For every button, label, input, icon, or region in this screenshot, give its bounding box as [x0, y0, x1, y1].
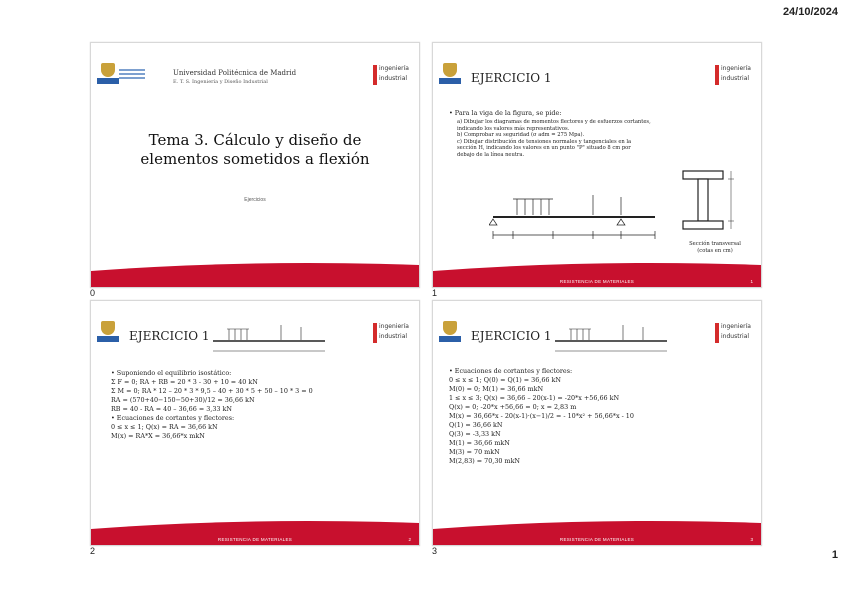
slide-index-1: 1: [432, 288, 438, 298]
text-line: • Ecuaciones de cortantes y flectores:: [449, 367, 573, 375]
footer-label: RESISTENCIA DE MATERIALES: [559, 537, 635, 542]
equilibrium-text: [111, 369, 313, 441]
footer-page-number: 1: [750, 279, 753, 284]
footer-page-number: 2: [408, 537, 411, 542]
slide-3: [432, 300, 762, 546]
logo-text-2: industrial: [721, 333, 750, 340]
slide-footer: [91, 269, 419, 287]
text-line: 1 ≤ x ≤ 3; Q(x) = 36,66 – 20(x-1) = -20*x +56,66 kN: [449, 394, 620, 402]
logo-text-2: industrial: [721, 75, 750, 82]
text-line: Q(x) = 0; -20*x +56,66 = 0; x = 2,83 m: [449, 403, 577, 411]
text-line: 0 ≤ x ≤ 1; Q(x) = RA = 36,66 kN: [111, 423, 218, 431]
slide-title: EJERCICIO 1: [471, 329, 552, 343]
equations-text: [449, 367, 634, 466]
footer-label: RESISTENCIA DE MATERIALES: [559, 279, 635, 284]
footer-label: RESISTENCIA DE MATERIALES: [217, 537, 293, 542]
text-line: 0 ≤ x ≤ 1; Q(0) = Q(1) = 36,66 kN: [449, 376, 561, 384]
slide-2: [90, 300, 420, 546]
text-line: M(3) = 70 mkN: [449, 448, 500, 456]
beam-diagram: [489, 189, 659, 253]
ingenieria-industrial-logo: [715, 65, 755, 87]
logo-text-2: industrial: [379, 75, 408, 82]
logo-text-1: ingeniería: [379, 65, 409, 72]
logo-text-2: industrial: [379, 333, 408, 340]
slide-footer: [433, 269, 761, 287]
slide-footer: [91, 527, 419, 545]
text-line: M(2,83) = 70,30 mkN: [449, 457, 521, 465]
ingenieria-industrial-logo: [373, 323, 413, 345]
slide-title: EJERCICIO 1: [471, 71, 552, 85]
slide-index-2: 2: [90, 546, 96, 556]
slide-title: EJERCICIO 1: [129, 329, 210, 343]
slide-footer: [433, 527, 761, 545]
slide-1: [432, 42, 762, 288]
text-line: • Suponiendo el equilibrio isostático:: [111, 369, 232, 377]
text-line: M(0) = 0; M(1) = 36,66 mkN: [449, 385, 544, 393]
i-section-drawing: [679, 165, 743, 237]
upm-logo: [97, 321, 119, 345]
ingenieria-industrial-logo: [715, 323, 755, 345]
text-line: M(x) = 36,66*x - 20(x-1)·(x−1)/2 = - 10*x² + 56,66*x - 10: [449, 412, 634, 420]
text-line: M(x) = RA*X = 36,66*x mkN: [111, 432, 205, 440]
slide-subtitle: Ejercicios: [244, 197, 266, 203]
text-line: Σ F = 0; RA + RB = 20 * 3 - 30 + 10 = 40 kN: [111, 378, 258, 386]
text-line: Σ M = 0; RA * 12 – 20 * 3 * 9,5 – 40 + 30 * 5 + 50 – 10 * 3 = 0: [111, 387, 313, 395]
text-line: RA = (570+40−150−50+30)/12 = 36,66 kN: [111, 396, 255, 404]
upm-logo: [439, 321, 461, 345]
task-line: a) Dibujar los diagramas de momentos flectores y de esfuerzos cortantes,: [457, 119, 651, 125]
print-date: 24/10/2024: [782, 6, 838, 18]
university-name: Universidad Politécnica de Madrid: [173, 69, 297, 77]
task-line: sección H, indicando los valores en un punto "P" situado 8 cm por: [457, 145, 631, 152]
task-line: indicando los valores más representativos.: [457, 125, 570, 132]
page-number: 1: [831, 549, 838, 561]
text-line: RB = 40 - RA = 40 – 36,66 = 3,33 kN: [111, 405, 232, 413]
school-name: E. T. S. Ingeniería y Diseño Industrial: [173, 79, 268, 85]
text-line: M(1) = 36,66 mkN: [449, 439, 510, 447]
footer-page-number: 3: [750, 537, 753, 542]
text-line: Q(1) = 36,66 kN: [449, 421, 503, 429]
logo-text-1: ingeniería: [721, 323, 751, 330]
ingenieria-industrial-logo: [373, 65, 413, 87]
etsidi-logo: [119, 67, 145, 81]
section-caption: [683, 241, 747, 254]
slide-title: Tema 3. Cálculo y diseño de elementos sometidos a flexión: [140, 131, 370, 168]
slide-index-0: 0: [90, 288, 96, 298]
intro-text: • Para la viga de la figura, se pide:: [449, 109, 562, 117]
text-line: • Ecuaciones de cortantes y flectores:: [111, 414, 235, 422]
slide-index-3: 3: [432, 546, 438, 556]
task-line: c) Dibujar distribución de tensiones normales y tangenciales en la: [457, 138, 632, 145]
task-line: b) Comprobar su seguridad (σ adm = 275 Mpa).: [457, 132, 585, 139]
section-caption-line: (cotas en cm): [697, 247, 733, 254]
beam-thumbnail: [551, 319, 671, 359]
upm-logo: [97, 63, 119, 87]
task-list: [457, 119, 651, 159]
section-caption-line: Sección transversal: [689, 241, 741, 247]
upm-logo: [439, 63, 461, 87]
slide-0: [90, 42, 420, 288]
text-line: Q(3) = -3,33 kN: [449, 430, 501, 438]
logo-text-1: ingeniería: [379, 323, 409, 330]
beam-thumbnail: [209, 319, 329, 359]
logo-text-1: ingeniería: [721, 65, 751, 72]
task-line: debajo de la línea neutra.: [457, 151, 525, 158]
